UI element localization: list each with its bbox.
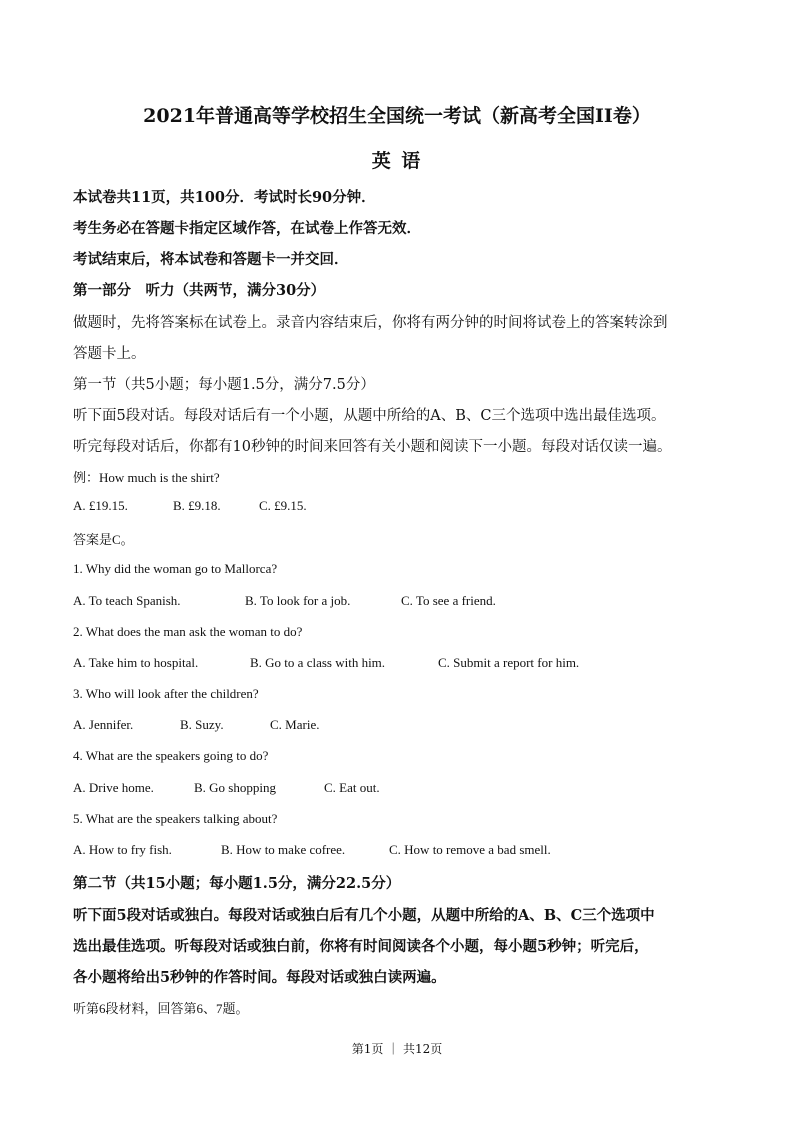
section2-line1: 听下面5段对话或独白。每段对话或独白后有几个小题，从题中所给的A、B、C三个选项中: [73, 907, 655, 924]
section1-heading: 第一节（共5小题；每小题1.5分，满分7.5分）: [73, 377, 375, 393]
question-4: 4. What are the speakers going to do?: [73, 748, 269, 763]
part1-intro-line2: 答题卡上。: [73, 346, 146, 362]
question-2: 2. What does the man ask the woman to do?: [73, 624, 303, 639]
example-option-c: C. £9.15.: [259, 498, 307, 513]
q1-option-b: B. To look for a job.: [245, 593, 351, 608]
q5-option-b: B. How to make cofree.: [221, 842, 346, 857]
q2-option-c: C. Submit a report for him.: [438, 655, 580, 670]
section2-line3: 各小题将给出5秒钟的作答时间。每段对话或独白读两遍。: [73, 969, 446, 986]
q1-option-c: C. To see a friend.: [401, 593, 496, 608]
question-1: 1. Why did the woman go to Mallorca?: [73, 561, 278, 576]
example-option-a: A. £19.15.: [73, 498, 128, 513]
example-question: 例：How much is the shirt?: [73, 470, 220, 485]
example-option-b: B. £9.18.: [173, 498, 221, 513]
q2-option-b: B. Go to a class with him.: [250, 655, 386, 670]
exam-title: 2021年普通高等学校招生全国统一考试（新高考全国II卷）: [143, 105, 651, 127]
section2-note: 听第6段材料，回答第6、7题。: [73, 1001, 249, 1016]
section2-line2: 选出最佳选项。听每段对话或独白前，你将有时间阅读各个小题，每小题5秒钟；听完后，: [73, 938, 649, 955]
example-answer: 答案是C。: [73, 532, 134, 547]
q3-option-c: C. Marie.: [270, 717, 320, 732]
instruction-3: 考试结束后，将本试卷和答题卡一并交回．: [73, 251, 349, 268]
subject-title: 英 语: [371, 150, 423, 172]
q4-option-a: A. Drive home.: [73, 780, 154, 795]
section2-heading: 第二节（共15小题；每小题1.5分，满分22.5分）: [73, 875, 401, 892]
q4-option-c: C. Eat out.: [324, 780, 380, 795]
instruction-2: 考生务必在答题卡指定区域作答，在试卷上作答无效．: [73, 220, 421, 237]
part1-heading: 第一部分 听力（共两节，满分30分）: [73, 282, 326, 299]
q1-option-a: A. To teach Spanish.: [73, 593, 181, 608]
page-footer: 第1页 ｜ 共12页: [351, 1042, 443, 1056]
instruction-1: 本试卷共11页，共100分．考试时长90分钟．: [73, 189, 376, 206]
q2-option-a: A. Take him to hospital.: [73, 655, 199, 670]
question-3: 3. Who will look after the children?: [73, 686, 259, 701]
part1-intro-line1: 做题时，先将答案标在试卷上。录音内容结束后，你将有两分钟的时间将试卷上的答案转涂到: [73, 315, 668, 331]
q4-option-b: B. Go shopping: [194, 780, 276, 795]
q5-option-a: A. How to fry fish.: [73, 842, 172, 857]
q5-option-c: C. How to remove a bad smell.: [389, 842, 551, 857]
section1-line1: 听下面5段对话。每段对话后有一个小题，从题中所给的A、B、C三个选项中选出最佳选项。: [73, 408, 666, 424]
question-5: 5. What are the speakers talking about?: [73, 811, 278, 826]
q3-option-a: A. Jennifer.: [73, 717, 134, 732]
q3-option-b: B. Suzy.: [180, 717, 224, 732]
section1-line2: 听完每段对话后，你都有10秒钟的时间来回答有关小题和阅读下一小题。每段对话仅读一遍。: [73, 439, 672, 455]
